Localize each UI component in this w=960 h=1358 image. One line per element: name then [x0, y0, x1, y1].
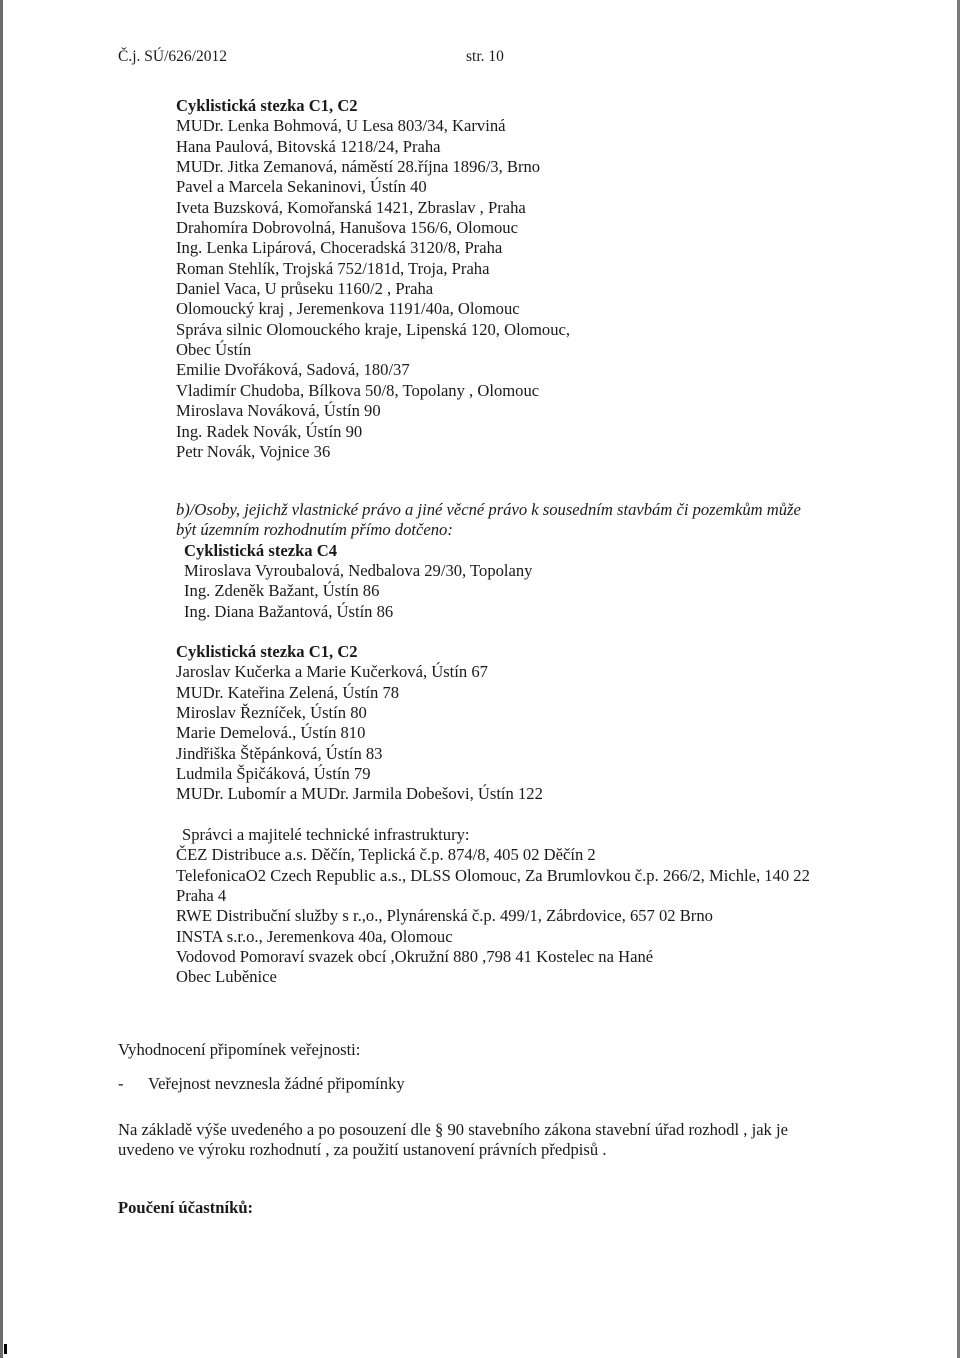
public-comments-section — [118, 1040, 405, 1095]
list-item: Drahomíra Dobrovolná, Hanušova 156/6, Olomouc — [176, 218, 518, 238]
paragraph-line: Na základě výše uvedeného a po posouzení dle § 90 stavebního zákona stavební úřad rozhodl , jak je — [118, 1120, 788, 1139]
list-item-text: Veřejnost nevznesla žádné připomínky — [148, 1074, 405, 1094]
decision-paragraph — [118, 1120, 788, 1161]
list-item: Obec Ústín — [176, 340, 252, 360]
list-item: Obec Luběnice — [176, 967, 277, 987]
list-item: Hana Paulová, Bitovská 1218/24, Praha — [176, 136, 441, 156]
list-item: Pavel a Marcela Sekaninovi, Ústín 40 — [176, 177, 427, 197]
list-item: MUDr. Lenka Bohmová, U Lesa 803/34, Karviná — [176, 116, 506, 136]
list-item: MUDr. Kateřina Zelená, Ústín 78 — [176, 682, 400, 702]
list-item: TelefonicaO2 Czech Republic a.s., DLSS Olomouc, Za Brumlovkou č.p. 266/2, Michle, 140 22 — [176, 865, 810, 885]
scan-edge-left — [0, 0, 3, 1358]
list-item: Miroslava Nováková, Ústín 90 — [176, 401, 381, 421]
list-item: INSTA s.r.o., Jeremenkova 40a, Olomouc — [176, 926, 453, 946]
participants-section-c1-c2-second — [176, 642, 543, 805]
list-item: MUDr. Jitka Zemanová, náměstí 28.října 1896/3, Brno — [176, 157, 541, 177]
list-item: Jaroslav Kučerka a Marie Kučerková, Ústín 67 — [176, 662, 488, 682]
scan-mark — [4, 1344, 7, 1354]
list-item: Ing. Zdeněk Bažant, Ústín 86 — [184, 581, 380, 601]
infrastructure-owners-section — [176, 825, 810, 988]
list-item: ČEZ Distribuce a.s. Děčín, Teplická č.p. 874/8, 405 02 Děčín 2 — [176, 845, 596, 865]
list-item: Daniel Vaca, U průseku 1160/2 , Praha — [176, 279, 434, 299]
list-item: Ing. Diana Bažantová, Ústín 86 — [184, 601, 394, 621]
affected-persons-section — [176, 500, 801, 622]
list-item: Ing. Lenka Lipárová, Choceradská 3120/8, Praha — [176, 238, 503, 258]
page-number: str. 10 — [466, 48, 504, 65]
dash-bullet: - — [118, 1074, 124, 1094]
list-item — [118, 1074, 405, 1094]
section-heading: Poučení účastníků: — [118, 1198, 254, 1217]
list-item: Vladimír Chudoba, Bílkova 50/8, Topolany , Olomouc — [176, 380, 540, 400]
list-item: Ing. Radek Novák, Ústín 90 — [176, 421, 363, 441]
section-heading: Správci a majitelé technické infrastruktury: — [182, 825, 470, 844]
section-intro: být územním rozhodnutím přímo dotčeno: — [176, 520, 453, 540]
section-heading: Vyhodnocení připomínek veřejnosti: — [118, 1040, 361, 1059]
list-item: Miroslava Vyroubalová, Nedbalova 29/30, Topolany — [184, 561, 533, 581]
list-item: Roman Stehlík, Trojská 752/181d, Troja, Praha — [176, 258, 490, 278]
list-item: Petr Novák, Vojnice 36 — [176, 441, 331, 461]
participants-section-c1-c2 — [176, 96, 570, 462]
list-item: Jindřiška Štěpánková, Ústín 83 — [176, 743, 383, 763]
list-item: MUDr. Lubomír a MUDr. Jarmila Dobešovi, Ústín 122 — [176, 784, 543, 804]
list-item: Praha 4 — [176, 886, 227, 906]
section-heading: Cyklistická stezka C1, C2 — [176, 96, 358, 115]
section-heading: Cyklistická stezka C1, C2 — [176, 642, 358, 661]
paragraph-line: uvedeno ve výroku rozhodnutí , za použití ustanovení právních předpisů . — [118, 1140, 607, 1160]
list-item: Olomoucký kraj , Jeremenkova 1191/40a, Olomouc — [176, 299, 520, 319]
list-item: Vodovod Pomoraví svazek obcí ,Okružní 880 ,798 41 Kostelec na Hané — [176, 947, 654, 967]
instruction-section — [118, 1198, 253, 1218]
list-item: RWE Distribuční služby s r.,o., Plynárenská č.p. 499/1, Zábrdovice, 657 02 Brno — [176, 906, 713, 926]
list-item: Emilie Dvořáková, Sadová, 180/37 — [176, 360, 410, 380]
section-heading: Cyklistická stezka C4 — [184, 540, 338, 560]
list-item: Správa silnic Olomouckého kraje, Lipenská 120, Olomouc, — [176, 319, 571, 339]
list-item: Miroslav Řezníček, Ústín 80 — [176, 703, 367, 723]
list-item: Iveta Buzsková, Komořanská 1421, Zbraslav , Praha — [176, 197, 526, 217]
list-item: Ludmila Špičáková, Ústín 79 — [176, 764, 371, 784]
list-item: Marie Demelová., Ústín 810 — [176, 723, 366, 743]
section-intro: b)/Osoby, jejichž vlastnické právo a jiné věcné právo k sousedním stavbám či pozemkům může — [176, 500, 801, 519]
document-reference: Č.j. SÚ/626/2012 — [118, 48, 227, 65]
